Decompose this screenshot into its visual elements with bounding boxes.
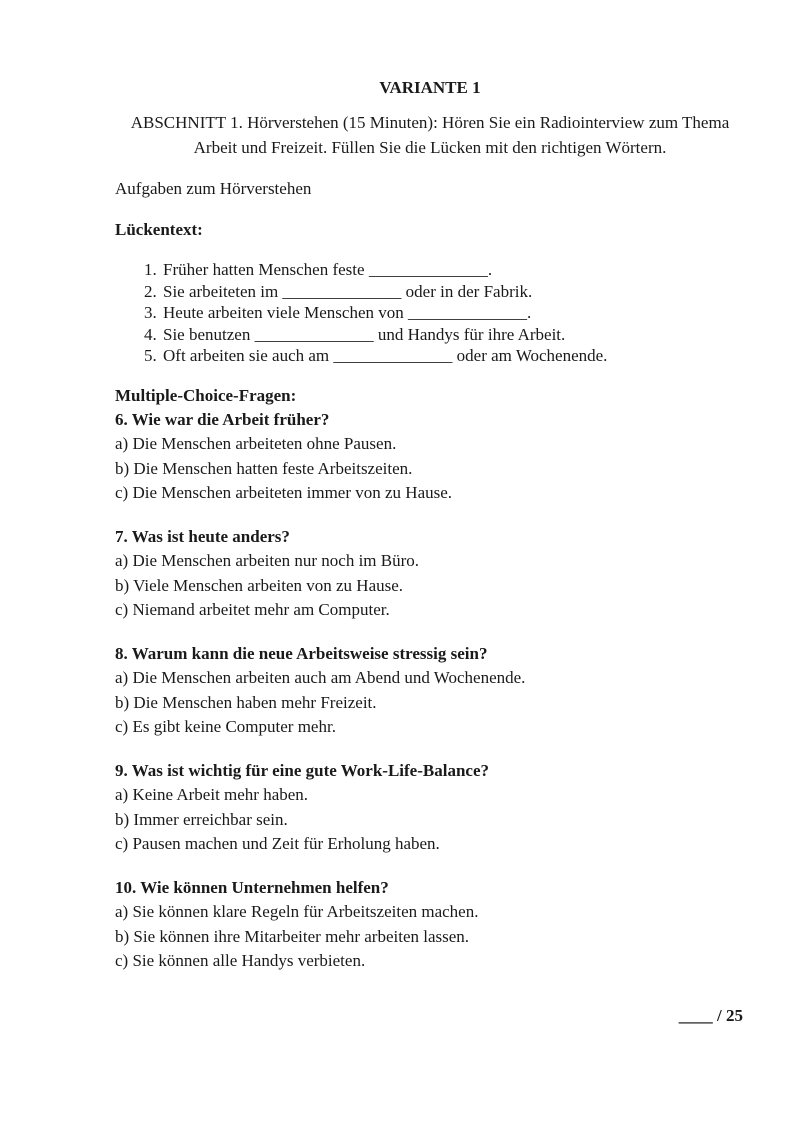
answer-option: a) Sie können klare Regeln für Arbeitszeiten machen. <box>115 902 479 921</box>
cloze-item: 2. Sie arbeiteten im ______________ oder in der Fabrik. <box>161 281 745 303</box>
answer-option: c) Sie können alle Handys verbieten. <box>115 951 366 970</box>
answer-option: c) Es gibt keine Computer mehr. <box>115 717 336 736</box>
cloze-item: 1. Früher hatten Menschen feste ______________. <box>161 259 745 281</box>
cloze-item: 3. Heute arbeiten viele Menschen von ______________. <box>161 302 745 324</box>
question-title: 10. Wie können Unternehmen helfen? <box>115 877 389 897</box>
question-7 <box>115 525 745 623</box>
cloze-heading: Lückentext: <box>115 220 203 239</box>
section-instructions: ABSCHNITT 1. Hörverstehen (15 Minuten): Hören Sie ein Radiointerview zum Thema Arbeit und Freizeit. Füllen Sie die Lücken mit den richtigen Wörtern. <box>130 113 730 157</box>
question-title: 9. Was ist wichtig für eine gute Work-Life-Balance? <box>115 760 489 780</box>
answer-option: b) Die Menschen haben mehr Freizeit. <box>115 692 377 712</box>
cloze-item: 5. Oft arbeiten sie auch am ______________ oder am Wochenende. <box>161 345 745 367</box>
answer-option: c) Pausen machen und Zeit für Erholung haben. <box>115 834 440 853</box>
question-10 <box>115 876 745 974</box>
answer-option: a) Die Menschen arbeiteten ohne Pausen. <box>115 434 397 453</box>
question-title: 6. Wie war die Arbeit früher? <box>115 409 330 429</box>
answer-option: a) Die Menschen arbeiten nur noch im Büro. <box>115 551 420 570</box>
answer-option: c) Niemand arbeitet mehr am Computer. <box>115 600 390 619</box>
answer-option: a) Keine Arbeit mehr haben. <box>115 785 309 804</box>
answer-option: b) Immer erreichbar sein. <box>115 809 288 829</box>
answer-option: b) Viele Menschen arbeiten von zu Hause. <box>115 575 404 595</box>
question-6 <box>115 408 745 506</box>
answer-option: b) Sie können ihre Mitarbeiter mehr arbeiten lassen. <box>115 926 470 946</box>
task-subtitle: Aufgaben zum Hörverstehen <box>115 179 312 198</box>
cloze-list <box>115 259 745 367</box>
question-title: 8. Warum kann die neue Arbeitsweise stressig sein? <box>115 643 488 663</box>
variant-title: VARIANTE 1 <box>379 78 481 97</box>
question-title: 7. Was ist heute anders? <box>115 526 290 546</box>
multiple-choice-heading: Multiple-Choice-Fragen: <box>115 385 297 405</box>
score-field: ____ / 25 <box>678 1006 743 1025</box>
answer-option: c) Die Menschen arbeiteten immer von zu Hause. <box>115 483 453 502</box>
cloze-item: 4. Sie benutzen ______________ und Handys für ihre Arbeit. <box>161 324 745 346</box>
answer-option: a) Die Menschen arbeiten auch am Abend und Wochenende. <box>115 668 526 687</box>
question-9 <box>115 759 745 857</box>
question-8 <box>115 642 745 740</box>
answer-option: b) Die Menschen hatten feste Arbeitszeiten. <box>115 458 413 478</box>
worksheet-page <box>115 76 745 993</box>
